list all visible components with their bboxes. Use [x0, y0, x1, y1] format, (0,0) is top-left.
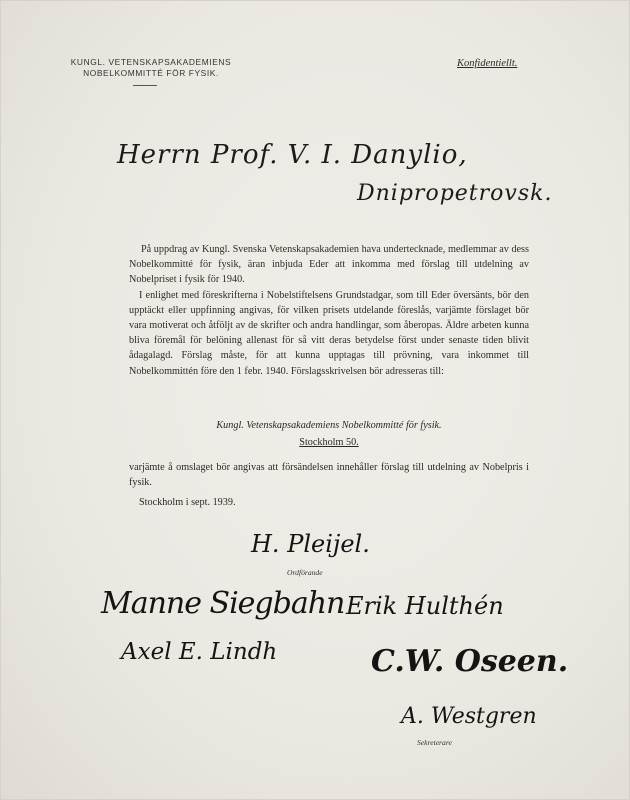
letter-body [129, 242, 529, 379]
committee-letterhead [61, 57, 241, 79]
confidential-mark: Konfidentiellt. [457, 58, 518, 69]
address-line-city: Stockholm 50. [299, 437, 359, 448]
letterhead-line-1: KUNGL. VETENSKAPSAKADEMIENS [70, 57, 232, 67]
secretary-role-label: Sekreterare [417, 738, 452, 747]
address-line-committee: Kungl. Vetenskapsakademiens Nobelkommitté för fysik. [216, 420, 442, 431]
letterhead-rule [133, 85, 157, 86]
paragraph-invitation: På uppdrag av Kungl. Svenska Vetenskapsakademien hava undertecknade, medlemmar av dess Nobelkommitté för fysik, äran inbjuda Eder att inkomma med förslag till utdelning av Nobelpriset i fysik för 1940. [129, 244, 529, 286]
chair-role-label: Ordförande [287, 568, 323, 577]
signature-hulthen: Erik Hulthén [346, 592, 504, 620]
paragraph-rules: I enlighet med föreskrifterna i Nobelstiftelsens Grundstadgar, som till Eder översänts, bör den upptäckt eller uppfinning angivas, för vilken prisets utdelande föreslås, varjämte förslaget bör vara motiverat och åtföljt av de skrifter och andra handlingar, som åberopas. Äldre arbeten kunna bliva föremål för belöning allenast för så vitt deras betydelse först under senaste tiden blivit ådagalagd. Förslag måste, för att kunna upptagas till prövning, vara inkommet till Nobelkommittén före den 1 febr. 1940. Förslagsskrivelsen bör adresseras till: [129, 289, 529, 377]
signature-oseen: C.W. Oseen. [371, 644, 569, 679]
addressee-name: Herrn Prof. V. I. Danylio, [117, 140, 468, 170]
signature-chair: H. Pleijel. [251, 530, 370, 558]
signature-secretary: A. Westgren [401, 704, 537, 729]
place-date: Stockholm i sept. 1939. [139, 497, 236, 508]
letterhead-line-2: NOBELKOMMITTÉ FÖR FYSIK. [83, 68, 219, 78]
paragraph-envelope: varjämte å omslaget bör angivas att försändelsen innehåller förslag till utdelning av Nobelpris i fysik. [129, 462, 529, 489]
addressee-city: Dnipropetrovsk. [357, 181, 553, 206]
signature-siegbahn: Manne Siegbahn [101, 586, 345, 621]
letter-closing [129, 460, 529, 490]
signature-lindh: Axel E. Lindh [121, 639, 278, 665]
